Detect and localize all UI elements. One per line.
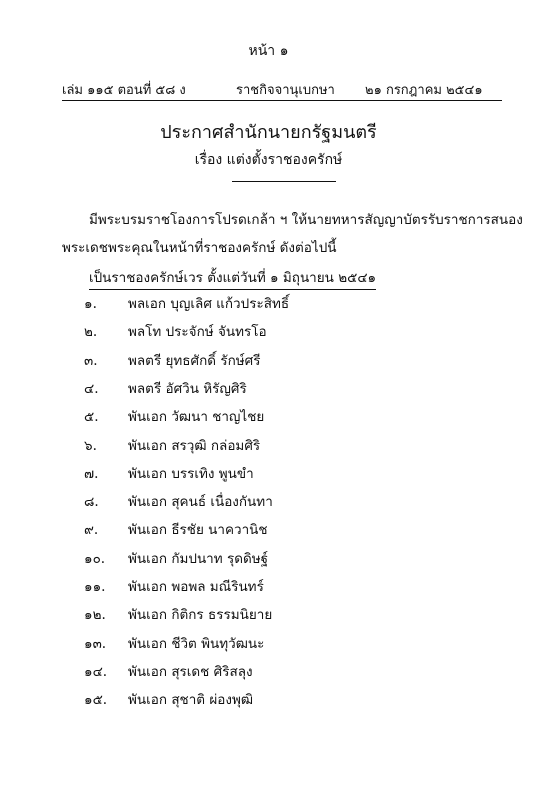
appointee-number: ๑๑. [84,579,106,595]
appointee-number: ๔. [84,380,99,397]
appointee-name: พันเอก ธีรชัย นาควานิช [128,522,268,539]
title-divider [232,181,336,182]
appointee-name: พลตรี ยุทธศักดิ์ รักษ์ศรี [128,352,261,369]
appointee-number: ๘. [84,494,99,511]
volume-issue: เล่ม ๑๑๕ ตอนที่ ๕๘ ง [62,83,186,98]
appointee-number: ๑. [84,296,97,312]
page-number: หน้า ๑ [248,43,289,59]
publication-date: ๒๑ กรกฎาคม ๒๕๔๑ [365,83,483,98]
appointee-number: ๑๒. [84,607,106,624]
appointee-number: ๑๓. [84,635,107,652]
appointee-name: พันเอก พอพล มณีรินทร์ [128,579,264,595]
appointee-name: พันเอก บรรเทิง พูนขำ [128,465,254,482]
appointee-number: ๒. [84,324,98,341]
appointee-name: พันเอก กิติกร ธรรมนิยาย [128,607,273,624]
body-paragraph-line-2: พระเดชพระคุณในหน้าที่ราชองครักษ์ ดังต่อไปนี้ [62,240,337,256]
appointee-number: ๙. [84,522,99,539]
appointee-name: พันเอก กัมปนาท รุดดิษฐ์ [128,550,269,567]
appointee-name: พลตรี อัศวิน หิรัญศิริ [128,380,247,397]
appointee-name: พันเอก สุรเดช ศิริสลุง [128,663,253,680]
appointee-number: ๑๐. [84,550,106,567]
appointee-number: ๕. [84,409,99,426]
appointee-name: พลโท ประจักษ์ จันทรโอ [128,324,267,341]
appointee-name: พลเอก บุญเลิศ แก้วประสิทธิ์ [128,296,290,312]
announcement-subject: เรื่อง แต่งตั้งราชองครักษ์ [194,152,343,168]
appointee-name: พันเอก สรวุฒิ กล่อมศิริ [128,437,261,454]
appointee-name: พันเอก สุคนธ์ เนื่องกันทา [128,494,273,511]
appointee-name: พันเอก สุชาติ ผ่องพุฒิ [128,692,254,709]
header-divider [62,100,502,101]
appointee-number: ๗. [84,465,99,482]
appointee-number: ๖. [84,437,97,454]
appointee-name: พันเอก วัฒนา ชาญไชย [128,409,265,426]
body-paragraph-line-1: มีพระบรมราชโองการโปรดเกล้า ฯ ให้นายทหารสัญญาบัตรรับราชการสนอง [89,212,523,228]
gazette-name: ราชกิจจานุเบกษา [236,83,335,98]
appointee-number: ๓. [84,352,98,369]
appointee-number: ๑๕. [84,692,108,709]
section-label: เป็นราชองครักษ์เวร ตั้งแต่วันที่ ๑ มิถุนายน ๒๕๔๑ [89,266,376,290]
announcement-title: ประกาศสำนักนายกรัฐมนตรี [160,122,377,143]
appointee-name: พันเอก ชีวิต พินทุวัฒนะ [128,635,265,652]
appointee-number: ๑๔. [84,663,108,680]
